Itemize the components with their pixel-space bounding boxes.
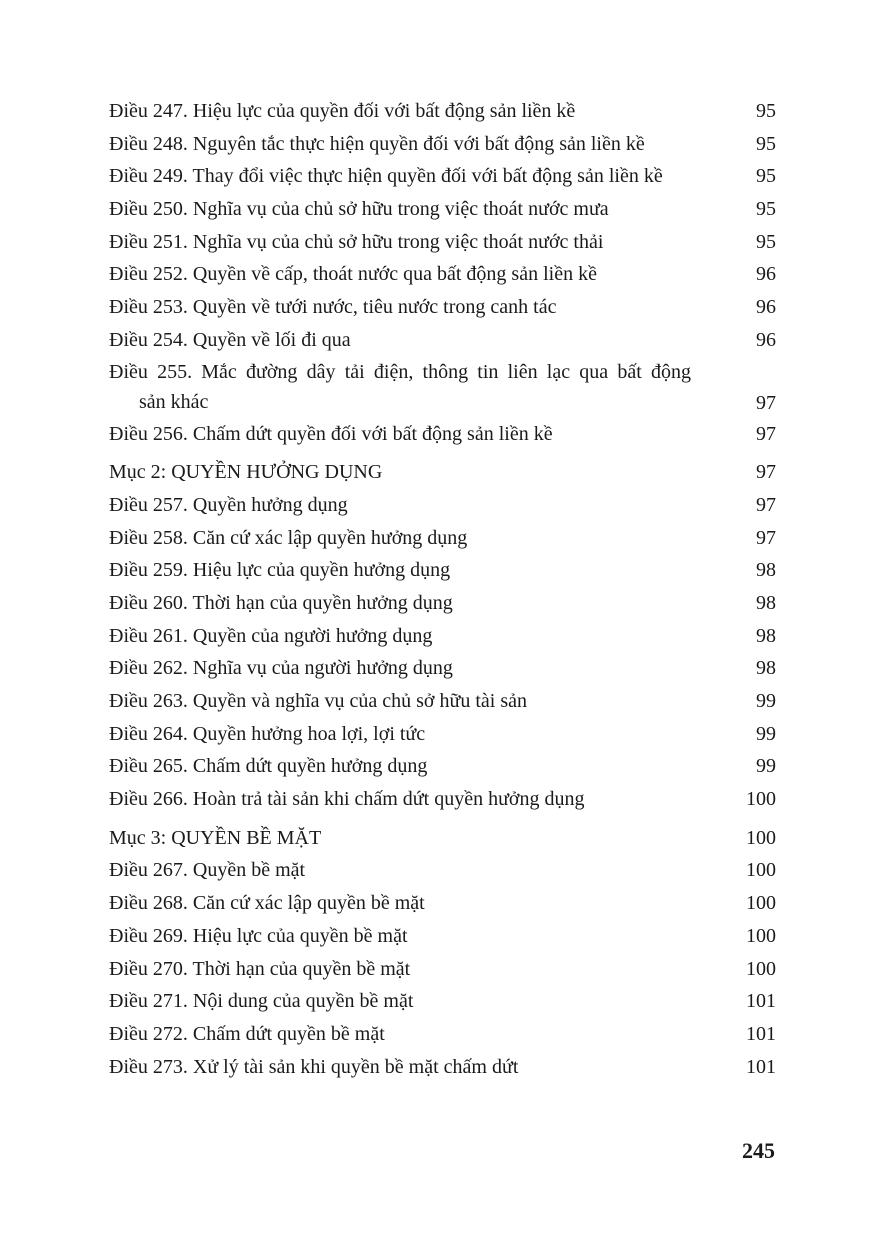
toc-entry-title: Điều 263. Quyền và nghĩa vụ của chủ sở hữu tài sản [109, 690, 527, 712]
toc-entry-page: 100 [746, 826, 776, 849]
toc-entry-page: 97 [756, 461, 776, 484]
toc-entry-title: Điều 269. Hiệu lực của quyền bề mặt [109, 924, 408, 947]
toc-entry [109, 587, 776, 620]
toc-entry [109, 554, 776, 587]
toc-entry-page: 95 [756, 100, 776, 122]
toc-entry-page: 99 [756, 755, 776, 778]
toc-entry [109, 160, 776, 193]
toc-entry [109, 95, 776, 128]
toc-entry-title-line1: Điều 255. Mắc đường dây tải điện, thông tin liên lạc qua bất động [109, 360, 691, 383]
toc-entry-page: 95 [756, 165, 776, 188]
toc-entry-title: Điều 261. Quyền của người hưởng dụng [109, 624, 433, 647]
toc-entry-page: 100 [746, 859, 776, 882]
toc-entry [109, 953, 776, 986]
toc-entry-title: Điều 270. Thời hạn của quyền bề mặt [109, 957, 411, 980]
toc-entry-page: 100 [746, 924, 776, 947]
table-of-contents [109, 95, 776, 1083]
toc-entry-title: Điều 265. Chấm dứt quyền hưởng dụng [109, 755, 428, 778]
toc-entry-title: Điều 267. Quyền bề mặt [109, 859, 306, 882]
toc-entry [109, 652, 776, 685]
toc-entry-title: Điều 266. Hoàn trả tài sản khi chấm dứt quyền hưởng dụng [109, 788, 585, 811]
toc-entry-title: Điều 256. Chấm dứt quyền đối với bất động sản liền kề [109, 422, 553, 445]
toc-entry [109, 258, 776, 291]
toc-entry [109, 1018, 776, 1051]
toc-section-title: Mục 3: QUYỀN BỀ MẶT [109, 826, 322, 849]
toc-entry-title: Điều 252. Quyền về cấp, thoát nước qua bất động sản liền kề [109, 263, 597, 286]
toc-entry [109, 193, 776, 226]
toc-entry [109, 226, 776, 259]
toc-entry-title: Điều 259. Hiệu lực của quyền hưởng dụng [109, 559, 451, 582]
toc-entry-page: 100 [746, 957, 776, 980]
toc-entry [109, 887, 776, 920]
toc-entry-title: Điều 257. Quyền hưởng dụng [109, 493, 348, 516]
toc-entry-page: 95 [756, 230, 776, 253]
toc-entry [109, 291, 776, 324]
toc-entry [109, 985, 776, 1018]
toc-entry-page: 99 [756, 722, 776, 745]
toc-entry-title: Điều 250. Nghĩa vụ của chủ sở hữu trong việc thoát nước mưa [109, 198, 609, 221]
toc-entry-title: Điều 260. Thời hạn của quyền hưởng dụng [109, 591, 453, 614]
toc-entry-title: Điều 248. Nguyên tắc thực hiện quyền đối với bất động sản liền kề [109, 132, 645, 155]
toc-entry [109, 854, 776, 887]
toc-entry [109, 522, 776, 555]
toc-section-title: Mục 2: QUYỀN HƯỞNG DỤNG [109, 461, 383, 484]
toc-entry-title: Điều 251. Nghĩa vụ của chủ sở hữu trong việc thoát nước thải [109, 230, 604, 253]
toc-entry-title: Điều 253. Quyền về tưới nước, tiêu nước trong canh tác [109, 296, 557, 319]
toc-entry-title: Điều 254. Quyền về lối đi qua [109, 328, 351, 351]
toc-entry-page: 98 [756, 559, 776, 582]
toc-entry [109, 418, 776, 451]
toc-entry [109, 128, 776, 161]
toc-entry-page: 98 [756, 657, 776, 680]
toc-entry [109, 685, 776, 718]
toc-entry [109, 620, 776, 653]
toc-entry-page: 97 [756, 493, 776, 516]
toc-entry-title: Điều 249. Thay đổi việc thực hiện quyền đối với bất động sản liền kề [109, 165, 663, 188]
toc-entry-title-line2: sản khác [139, 390, 209, 413]
toc-entry-page: 101 [746, 1055, 776, 1078]
toc-entry-title: Điều 272. Chấm dứt quyền bề mặt [109, 1022, 385, 1045]
toc-entry [109, 489, 776, 522]
toc-entry-page: 97 [756, 391, 776, 414]
toc-entry-page: 95 [756, 198, 776, 221]
toc-entry [109, 324, 776, 357]
toc-entry-page: 96 [756, 296, 776, 319]
toc-entry [109, 783, 776, 816]
toc-entry-multiline [109, 357, 776, 418]
toc-entry-title: Điều 264. Quyền hưởng hoa lợi, lợi tức [109, 722, 426, 745]
toc-entry-page: 100 [746, 788, 776, 811]
toc-entry [109, 750, 776, 783]
toc-entry-title: Điều 247. Hiệu lực của quyền đối với bất động sản liền kề [109, 100, 576, 122]
toc-entry-page: 96 [756, 263, 776, 286]
toc-entry-page: 96 [756, 328, 776, 351]
toc-entry [109, 1051, 776, 1084]
toc-entry-page: 99 [756, 690, 776, 712]
toc-entry-page: 98 [756, 591, 776, 614]
toc-entry-page: 97 [756, 422, 776, 445]
toc-entry-title: Điều 273. Xử lý tài sản khi quyền bề mặt chấm dứt [109, 1055, 519, 1078]
toc-entry-title: Điều 268. Căn cứ xác lập quyền bề mặt [109, 892, 425, 915]
toc-entry-title: Điều 258. Căn cứ xác lập quyền hưởng dụng [109, 526, 468, 549]
toc-entry [109, 920, 776, 953]
toc-entry-title: Điều 262. Nghĩa vụ của người hưởng dụng [109, 657, 453, 680]
toc-entry [109, 718, 776, 751]
toc-entry-page: 97 [756, 526, 776, 549]
toc-entry-page: 100 [746, 892, 776, 915]
toc-entry-page: 101 [746, 990, 776, 1013]
toc-entry-page: 98 [756, 624, 776, 647]
page-number: 245 [742, 1138, 775, 1163]
toc-section-heading [109, 456, 776, 489]
toc-section-heading [109, 822, 776, 855]
toc-entry-title: Điều 271. Nội dung của quyền bề mặt [109, 990, 414, 1013]
toc-entry-page: 101 [746, 1022, 776, 1045]
toc-entry-page: 95 [756, 132, 776, 155]
